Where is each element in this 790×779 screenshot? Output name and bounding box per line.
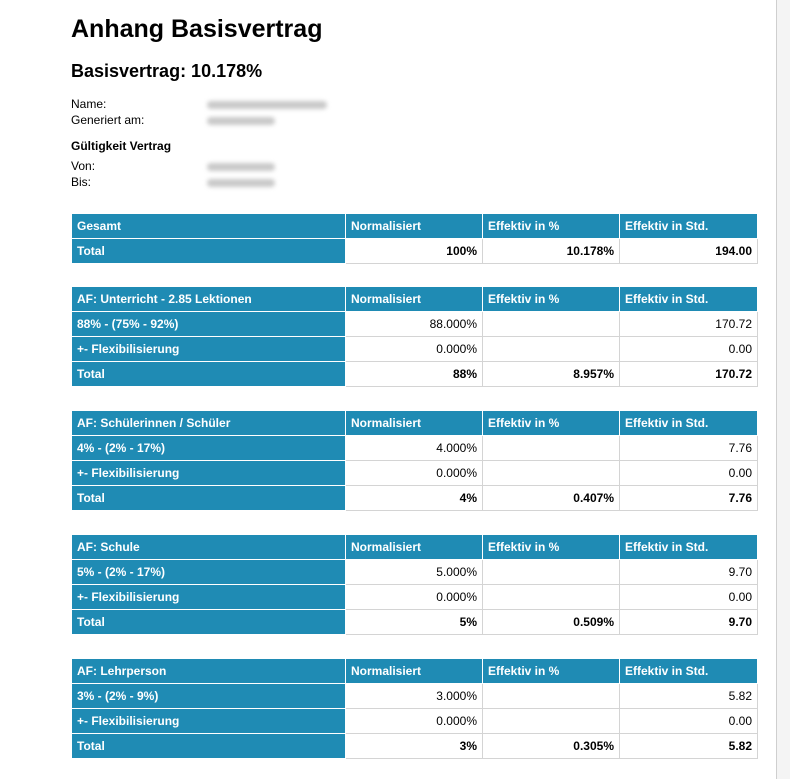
- total-label: Total: [72, 486, 346, 511]
- total-label: Total: [72, 362, 346, 387]
- meta-from-row: [71, 158, 275, 174]
- range-label: 5% - (2% - 17%): [72, 560, 346, 585]
- total-label: Total: [72, 239, 346, 264]
- range-effective-pct: [483, 684, 620, 709]
- total-normalized: 100%: [346, 239, 483, 264]
- table-row-range: [72, 684, 758, 709]
- af-title: AF: Schülerinnen / Schüler: [72, 411, 346, 436]
- table-header-row: [72, 411, 758, 436]
- contract-percentage-title: Basisvertrag: 10.178%: [71, 61, 263, 81]
- af-table-lehrperson: [71, 658, 758, 759]
- flex-normalized: 0.000%: [346, 461, 483, 486]
- table-row-range: [72, 560, 758, 585]
- redacted-to-date: [207, 179, 275, 187]
- flex-label: +- Flexibilisierung: [72, 585, 346, 610]
- col-effective-pct: Effektiv in %: [483, 287, 620, 312]
- af-title: AF: Lehrperson: [72, 659, 346, 684]
- range-normalized: 3.000%: [346, 684, 483, 709]
- col-normalized: Normalisiert: [346, 535, 483, 560]
- flex-label: +- Flexibilisierung: [72, 337, 346, 362]
- range-effective-pct: [483, 436, 620, 461]
- total-label: Total: [72, 734, 346, 759]
- gesamt-table: [71, 213, 758, 264]
- total-normalized: 88%: [346, 362, 483, 387]
- col-effective-hours: Effektiv in Std.: [620, 287, 758, 312]
- col-effective-hours: Effektiv in Std.: [620, 411, 758, 436]
- flex-effective-pct: [483, 461, 620, 486]
- range-effective-pct: [483, 560, 620, 585]
- total-effective-pct: 0.509%: [483, 610, 620, 635]
- redacted-generated-date: [207, 117, 275, 125]
- table-row-range: [72, 312, 758, 337]
- total-hours: 9.70: [620, 610, 758, 635]
- col-effective-hours: Effektiv in Std.: [620, 214, 758, 239]
- meta-to-row: [71, 174, 275, 190]
- name-label: Name:: [71, 97, 107, 111]
- col-normalized: Normalisiert: [346, 411, 483, 436]
- range-normalized: 4.000%: [346, 436, 483, 461]
- total-hours: 194.00: [620, 239, 758, 264]
- total-effective-pct: 0.407%: [483, 486, 620, 511]
- range-label: 3% - (2% - 9%): [72, 684, 346, 709]
- generated-label: Generiert am:: [71, 113, 145, 127]
- col-effective-pct: Effektiv in %: [483, 214, 620, 239]
- total-hours: 5.82: [620, 734, 758, 759]
- range-label: 4% - (2% - 17%): [72, 436, 346, 461]
- table-row-flex: [72, 461, 758, 486]
- range-label: 88% - (75% - 92%): [72, 312, 346, 337]
- flex-hours: 0.00: [620, 337, 758, 362]
- table-row-flex: [72, 337, 758, 362]
- flex-effective-pct: [483, 709, 620, 734]
- range-hours: 170.72: [620, 312, 758, 337]
- total-normalized: 4%: [346, 486, 483, 511]
- meta-name-row: [71, 96, 327, 112]
- range-normalized: 88.000%: [346, 312, 483, 337]
- table-row-range: [72, 436, 758, 461]
- flex-normalized: 0.000%: [346, 337, 483, 362]
- flex-label: +- Flexibilisierung: [72, 709, 346, 734]
- table-row-total: [72, 362, 758, 387]
- table-header-row: [72, 287, 758, 312]
- flex-hours: 0.00: [620, 461, 758, 486]
- total-normalized: 3%: [346, 734, 483, 759]
- to-label: Bis:: [71, 175, 92, 189]
- total-effective-pct: 10.178%: [483, 239, 620, 264]
- total-label: Total: [72, 610, 346, 635]
- page-title: Anhang Basisvertrag: [71, 15, 323, 43]
- af-title: AF: Unterricht - 2.85 Lektionen: [72, 287, 346, 312]
- col-normalized: Normalisiert: [346, 659, 483, 684]
- col-effective-pct: Effektiv in %: [483, 535, 620, 560]
- range-hours: 9.70: [620, 560, 758, 585]
- col-effective-pct: Effektiv in %: [483, 411, 620, 436]
- range-hours: 7.76: [620, 436, 758, 461]
- table-header-row: [72, 535, 758, 560]
- total-effective-pct: 0.305%: [483, 734, 620, 759]
- from-label: Von:: [71, 159, 96, 173]
- page-shade: [777, 0, 790, 779]
- total-hours: 170.72: [620, 362, 758, 387]
- flex-label: +- Flexibilisierung: [72, 461, 346, 486]
- redacted-from-date: [207, 163, 275, 171]
- total-hours: 7.76: [620, 486, 758, 511]
- table-row-flex: [72, 585, 758, 610]
- col-effective-hours: Effektiv in Std.: [620, 535, 758, 560]
- table-row-total: [72, 734, 758, 759]
- validity-title: Gültigkeit Vertrag: [71, 139, 172, 153]
- gesamt-title: Gesamt: [72, 214, 346, 239]
- total-normalized: 5%: [346, 610, 483, 635]
- table-row-total: [72, 486, 758, 511]
- flex-hours: 0.00: [620, 585, 758, 610]
- table-header-row: [72, 659, 758, 684]
- af-title: AF: Schule: [72, 535, 346, 560]
- col-normalized: Normalisiert: [346, 287, 483, 312]
- table-row-total: [72, 239, 758, 264]
- flex-hours: 0.00: [620, 709, 758, 734]
- table-header-row: [72, 214, 758, 239]
- af-table-schueler: [71, 410, 758, 511]
- flex-normalized: 0.000%: [346, 585, 483, 610]
- flex-effective-pct: [483, 337, 620, 362]
- range-hours: 5.82: [620, 684, 758, 709]
- col-effective-pct: Effektiv in %: [483, 659, 620, 684]
- af-table-schule: [71, 534, 758, 635]
- flex-effective-pct: [483, 585, 620, 610]
- flex-normalized: 0.000%: [346, 709, 483, 734]
- range-normalized: 5.000%: [346, 560, 483, 585]
- table-row-total: [72, 610, 758, 635]
- table-row-flex: [72, 709, 758, 734]
- col-effective-hours: Effektiv in Std.: [620, 659, 758, 684]
- range-effective-pct: [483, 312, 620, 337]
- redacted-name: [207, 101, 327, 109]
- af-table-unterricht: [71, 286, 758, 387]
- meta-generated-row: [71, 112, 275, 128]
- col-normalized: Normalisiert: [346, 214, 483, 239]
- total-effective-pct: 8.957%: [483, 362, 620, 387]
